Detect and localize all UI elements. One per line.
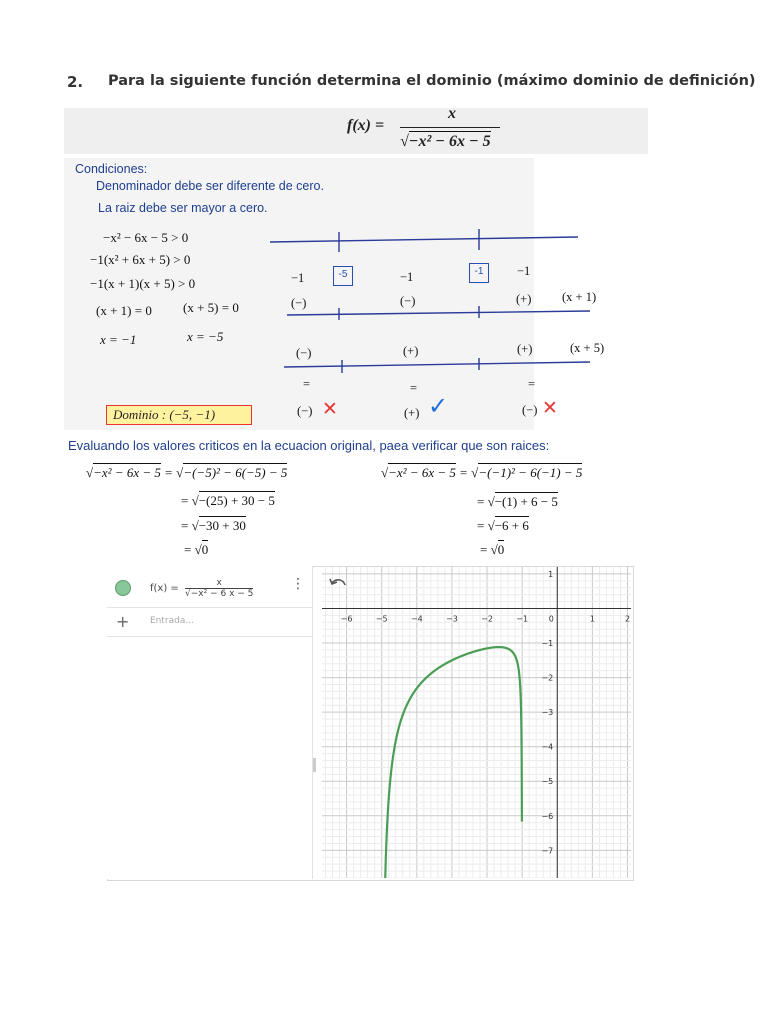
row3-cell-1: (−) (296, 346, 312, 360)
solution-b: x = −5 (187, 329, 224, 344)
graphics-view[interactable] (322, 567, 631, 878)
eval-left-line4: = √0 (184, 542, 209, 557)
origin-label: 0 (548, 614, 554, 624)
x-tick-label: −2 (481, 614, 493, 624)
y-tick-label: 1 (548, 569, 554, 579)
conditions-line2: La raiz debe ser mayor a cero. (98, 201, 268, 215)
y-tick-label: −2 (541, 673, 554, 683)
cross-mark-icon: ✕ (322, 398, 338, 420)
function-lhs: f(x) = (347, 117, 385, 134)
expr-num: x (185, 578, 253, 589)
x-tick-label: −4 (410, 614, 423, 624)
function-denominator-radical: √−x² − 6x − 5 (400, 133, 491, 150)
y-tick-label: −3 (541, 708, 554, 718)
eval-left-line1: √−x² − 6x − 5 = √−(−5)² − 6(−5) − 5 (86, 465, 288, 480)
y-tick-label: −7 (541, 846, 554, 856)
row3-factor: (x + 5) (570, 341, 605, 355)
algebra-expression[interactable] (150, 578, 253, 599)
expr-fraction: $\frac{x}{\text{√−x² − 6 x − 5}}$ (185, 578, 254, 599)
row2-cell-2: (−) (400, 294, 416, 308)
step-1: −x² − 6x − 5 > 0 (103, 230, 189, 245)
eval-left-rhs: −(−5)² − 6(−5) − 5 (183, 465, 288, 480)
visibility-toggle-icon[interactable] (115, 580, 131, 596)
input-bar[interactable]: Entrada... (150, 616, 194, 626)
critical-box-left: -5 (333, 266, 353, 286)
domain-result-box (106, 405, 252, 425)
eval-left-line3: = √−30 + 30 (181, 518, 246, 533)
expr-den: −x² − 6 x − 5 (190, 589, 254, 599)
eval-right-line3: = √−6 + 6 (477, 518, 529, 533)
factor-eq-b: (x + 5) = 0 (183, 300, 239, 315)
critical-box-right: -1 (469, 263, 489, 283)
question-number: 2. (67, 73, 84, 91)
equals-3: = (528, 377, 536, 391)
step-3: −1(x + 1)(x + 5) > 0 (90, 276, 196, 291)
eval-left-line4-value: 0 (201, 542, 209, 557)
function-numerator: x (448, 105, 456, 122)
x-tick-label: 1 (589, 614, 595, 624)
result-3: (−) (522, 403, 538, 417)
axes (322, 567, 631, 878)
eval-left-line3-value: −30 + 30 (198, 518, 246, 533)
question-title: Para la siguiente función determina el dominio (máximo dominio de definición) (108, 73, 756, 89)
x-tick-label: −1 (516, 614, 529, 624)
y-tick-label: −5 (541, 777, 554, 787)
function-denominator: −x² − 6x − 5 (408, 133, 491, 150)
y-tick-label: −4 (541, 742, 554, 752)
eval-left-lhs: −x² − 6x − 5 (93, 465, 161, 480)
x-tick-label: −5 (375, 614, 388, 624)
conditions-line1: Denominador debe ser diferente de cero. (96, 179, 324, 193)
cross-mark-icon: ✕ (542, 397, 558, 419)
equals-2: = (410, 381, 418, 395)
eval-left-line2: = √−(25) + 30 − 5 (181, 493, 275, 508)
factor-eq-a: (x + 1) = 0 (96, 303, 152, 318)
more-options-icon[interactable]: ⋮ (291, 576, 305, 592)
row2-factor: (x + 1) (562, 290, 597, 304)
step-2: −1(x² + 6x + 5) > 0 (90, 252, 191, 267)
row3-cell-3: (+) (517, 342, 533, 356)
panel-resize-handle[interactable] (313, 758, 316, 772)
eval-right-line2: = √−(1) + 6 − 5 (477, 494, 558, 509)
eval-right-line2-value: −(1) + 6 − 5 (494, 494, 558, 509)
eval-right-line4-value: 0 (497, 542, 505, 557)
x-tick-label: 2 (624, 614, 631, 624)
x-tick-label: −3 (446, 614, 458, 624)
equals-1: = (303, 377, 311, 391)
tick-labels (341, 570, 630, 855)
row1-cell-3: −1 (517, 264, 531, 278)
eval-right-lhs: −x² − 6x − 5 (388, 465, 456, 480)
result-2: (+) (404, 406, 420, 420)
eval-right-rhs: −(−1)² − 6(−1) − 5 (478, 465, 583, 480)
y-tick-label: −6 (541, 811, 554, 821)
row2-cell-3: (+) (516, 292, 532, 306)
eval-left-line2-value: −(25) + 30 − 5 (198, 493, 275, 508)
eval-right-line3-value: −6 + 6 (494, 518, 529, 533)
conditions-title: Condiciones: (75, 162, 148, 176)
evaluation-title: Evaluando los valores criticos en la ecuacion original, paea verificar que son raices: (68, 438, 550, 453)
grid (322, 567, 631, 878)
row2-cell-1: (−) (291, 296, 307, 310)
row1-cell-2: −1 (400, 270, 414, 284)
row1-cell-1: −1 (291, 271, 305, 285)
add-input-icon[interactable]: + (116, 612, 130, 631)
eval-right-line1: √−x² − 6x − 5 = √−(−1)² − 6(−1) − 5 (381, 465, 583, 480)
expr-lhs: f(x) = (150, 583, 179, 594)
algebra-row-input[interactable] (107, 608, 312, 637)
domain-result: Dominio : (−5, −1) (113, 407, 216, 422)
sign-chart-lines (0, 0, 768, 440)
x-tick-label: −6 (340, 614, 353, 624)
check-mark-icon: ✓ (428, 392, 449, 420)
y-tick-label: −1 (541, 639, 554, 649)
row3-cell-2: (+) (403, 344, 419, 358)
result-1: (−) (297, 404, 313, 418)
solution-a: x = −1 (100, 332, 137, 347)
eval-right-line4: = √0 (480, 542, 505, 557)
